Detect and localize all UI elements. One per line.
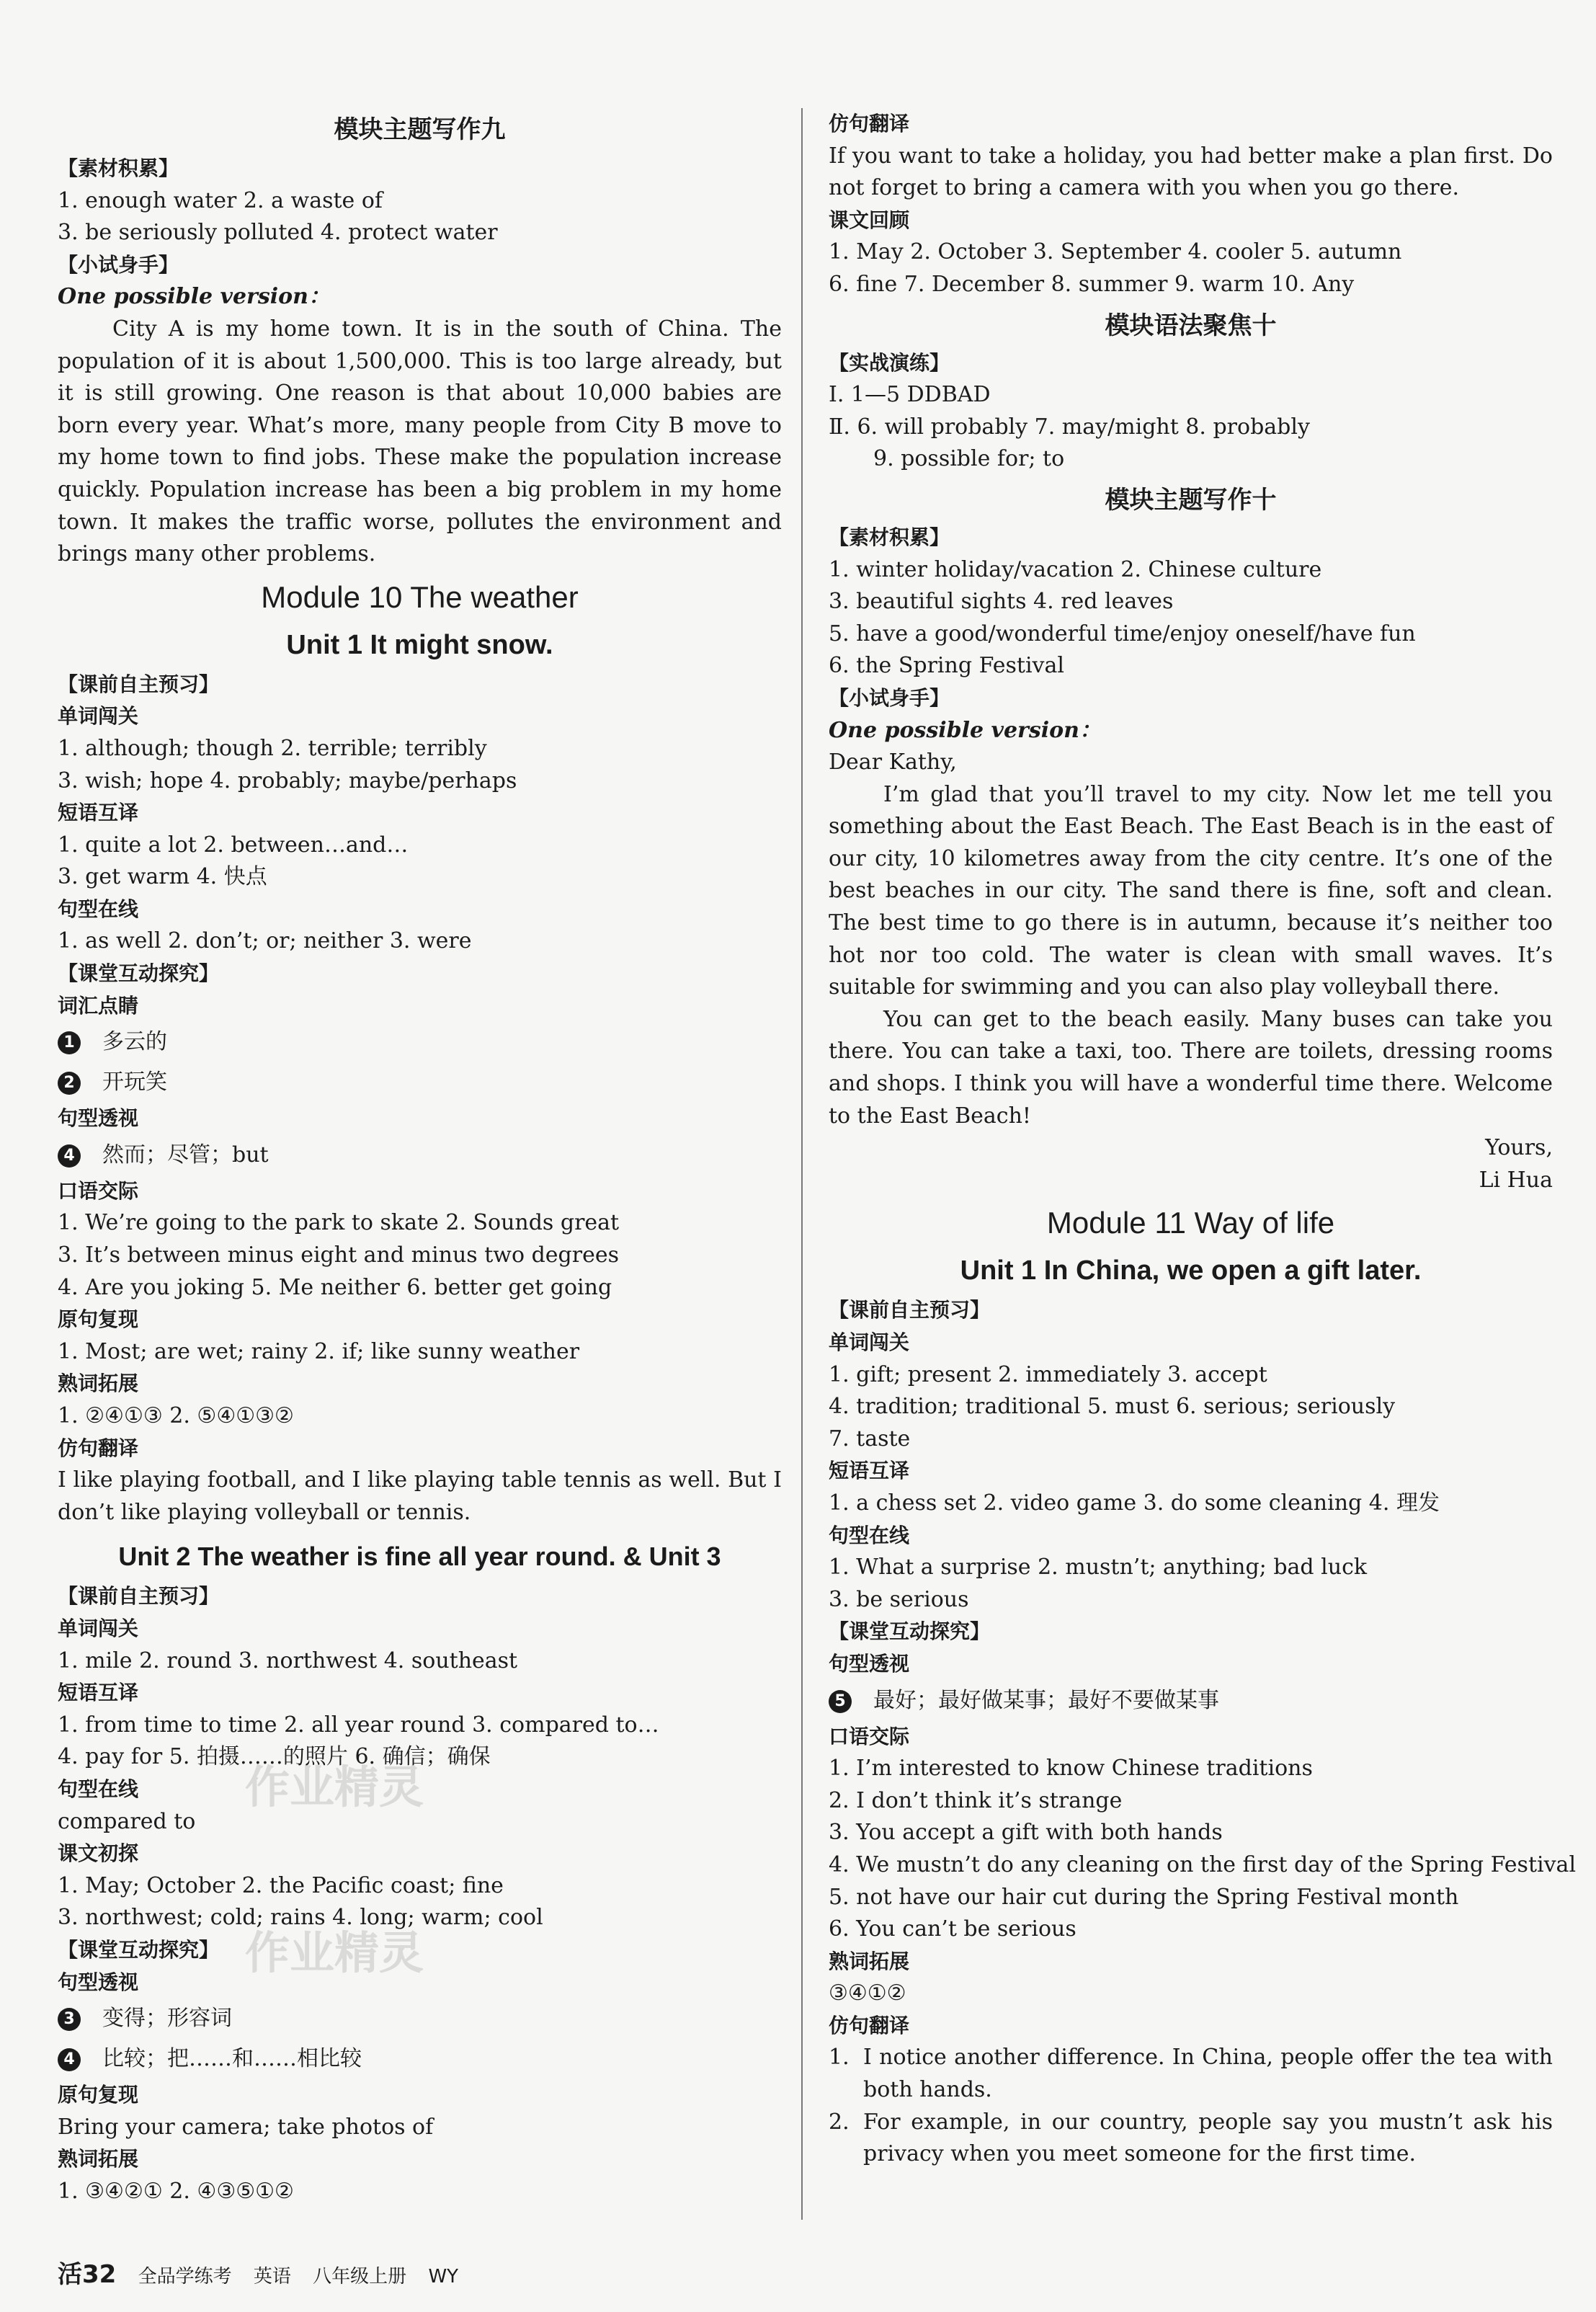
subheading: 句型透视 bbox=[58, 1106, 139, 1131]
heading: 【实战演练】 bbox=[829, 350, 950, 375]
subheading: 仿句翻译 bbox=[829, 112, 910, 135]
item-number: 1. bbox=[829, 2045, 850, 2071]
answer-line: 6. You can’t be serious bbox=[829, 1916, 1076, 1942]
subheading: 原句复现 bbox=[58, 2083, 139, 2107]
letter-greeting: Dear Kathy, bbox=[829, 750, 957, 775]
answer-line: 1. enough water 2. a waste of bbox=[58, 187, 383, 213]
answer-line: Ⅱ. 6. will probably 7. may/might 8. probably bbox=[829, 414, 1310, 440]
answer-line: 4. We mustn’t do any cleaning on the first day of the Spring Festival bbox=[829, 1851, 1577, 1877]
unit-title: Unit 1 In China, we open a gift later. bbox=[960, 1255, 1422, 1286]
answer-line: 3. You accept a gift with both hands bbox=[829, 1820, 1223, 1846]
answer-text: 比较；把……和……相比较 bbox=[102, 2046, 362, 2072]
answer-line: 3. northwest; cold; rains 4. long; warm; cool bbox=[58, 1905, 543, 1931]
circled-answer bbox=[58, 2039, 782, 2079]
answer-line: 1. ②④①③ 2. ⑤④①③② bbox=[58, 1403, 294, 1428]
numbered-item bbox=[829, 2107, 1553, 2171]
circled-number-icon: 2 bbox=[58, 1072, 81, 1095]
heading: 【课前自主预习】 bbox=[58, 672, 220, 696]
translation-text: For example, in our country, people say you mustn’t ask his privacy when you meet someone for the first time. bbox=[863, 2109, 1553, 2167]
right-column bbox=[829, 108, 1577, 2171]
answer-line: 1. May; October 2. the Pacific coast; fine bbox=[58, 1872, 504, 1898]
essay-paragraph: I’m glad that you’ll travel to my city. Now let me tell you something about the East Beach. The East Beach is in the east of our city, 10 kilometres away from the city centre. It’s one of the best beaches in our city. The sand there is fine, soft and clean. The best time to go there is in autumn, because it’s neither too hot nor too cold. The water is clean with small waves. It’s suitable for swimming and you can also play volleyball there. bbox=[829, 781, 1553, 1000]
heading: 【小试身手】 bbox=[58, 252, 179, 277]
answer-line: 3. get warm 4. 快点 bbox=[58, 864, 267, 890]
answer-text: 最好；最好做某事；最好不要做某事 bbox=[873, 1687, 1219, 1713]
answer-line: 4. pay for 5. 拍摄……的照片 6. 确信；确保 bbox=[58, 1744, 491, 1770]
answer-line: compared to bbox=[58, 1808, 196, 1834]
answer-line: 9. possible for; to bbox=[873, 446, 1065, 472]
grade: 八年级上册 bbox=[313, 2266, 407, 2287]
answer-line: ③④①② bbox=[829, 1980, 906, 2006]
answer-line: 5. have a good/wonderful time/enjoy oneself/have fun bbox=[829, 621, 1416, 646]
answer-line: 1. May 2. October 3. September 4. cooler 5. autumn bbox=[829, 239, 1402, 265]
subheading: 课文初探 bbox=[58, 1841, 139, 1866]
module-title: Module 10 The weather bbox=[261, 579, 579, 614]
answer-line: 1. from time to time 2. all year round 3. compared to… bbox=[58, 1712, 659, 1738]
circled-answer bbox=[829, 1681, 1553, 1721]
answer-text: 然而；尽管；but bbox=[102, 1142, 269, 1168]
answer-line: 1. winter holiday/vacation 2. Chinese culture bbox=[829, 556, 1322, 582]
subheading: 口语交际 bbox=[58, 1178, 139, 1203]
heading: 【课前自主预习】 bbox=[58, 1584, 220, 1609]
section-title: 模块语法聚焦十 bbox=[1105, 311, 1277, 340]
left-column bbox=[58, 108, 782, 2207]
page-number: 活32 bbox=[58, 2260, 117, 2289]
subheading: 单词闯关 bbox=[58, 704, 139, 729]
subheading: 仿句翻译 bbox=[829, 2013, 910, 2037]
heading: 【课堂互动探究】 bbox=[58, 961, 220, 986]
answer-line: 1. We’re going to the park to skate 2. Sounds great bbox=[58, 1210, 620, 1236]
subheading: 熟词拓展 bbox=[58, 1371, 139, 1396]
heading: 【课堂互动探究】 bbox=[829, 1619, 991, 1644]
heading: 【课前自主预习】 bbox=[829, 1298, 991, 1322]
book-title: 全品学练考 bbox=[138, 2266, 232, 2287]
answer-line: 3. be seriously polluted 4. protect water bbox=[58, 220, 498, 246]
answer-line: 1. as well 2. don’t; or; neither 3. were bbox=[58, 928, 472, 954]
circled-number-icon: 3 bbox=[58, 2008, 81, 2031]
unit-title: Unit 2 The weather is fine all year round. & Unit 3 bbox=[118, 1542, 721, 1572]
section-title: 模块主题写作十 bbox=[1105, 485, 1277, 515]
subheading: 单词闯关 bbox=[58, 1616, 139, 1640]
heading: 【素材积累】 bbox=[58, 156, 179, 180]
circled-answer bbox=[58, 1062, 782, 1103]
circled-number-icon: 4 bbox=[58, 2048, 81, 2071]
module-title: Module 11 Way of life bbox=[1046, 1206, 1335, 1240]
subheading: 句型在线 bbox=[58, 897, 139, 921]
watermark: 作业精灵 bbox=[245, 1926, 424, 1979]
heading: 【素材积累】 bbox=[829, 525, 950, 549]
subject: 英语 bbox=[253, 2266, 291, 2287]
subheading: 词汇点睛 bbox=[58, 993, 139, 1018]
answer-line: 1. ③④②① 2. ④③⑤①② bbox=[58, 2178, 294, 2204]
circled-number-icon: 5 bbox=[829, 1690, 852, 1713]
subheading: 句型透视 bbox=[829, 1651, 910, 1676]
answer-line: 3. beautiful sights 4. red leaves bbox=[829, 589, 1174, 615]
subheading: 熟词拓展 bbox=[829, 1949, 910, 1973]
answer-line: 1. Most; are wet; rainy 2. if; like sunny weather bbox=[58, 1338, 580, 1364]
essay-paragraph: City A is my home town. It is in the south of China. The population of it is about 1,500,000. This is too large already, but it is still growing. One reason is that about 10,000 babies are born every year. What’s more, many people from City B move to my home town to find jobs. These make the population increase quickly. Population increase has been a big problem in my home town. It makes the traffic worse, pollutes the environment and brings many other problems. bbox=[58, 316, 782, 567]
page-footer bbox=[58, 2254, 474, 2290]
answer-text: 多云的 bbox=[102, 1029, 167, 1055]
subheading: 短语互译 bbox=[58, 1681, 139, 1705]
answer-line: 4. tradition; traditional 5. must 6. serious; seriously bbox=[829, 1394, 1396, 1420]
answer-line: 3. It’s between minus eight and minus two degrees bbox=[58, 1242, 619, 1268]
translation-text: I like playing football, and I like playing table tennis as well. But I don’t like playing volleyball or tennis. bbox=[58, 1467, 782, 1525]
subheading: 熟词拓展 bbox=[58, 2147, 139, 2171]
heading: 【课堂互动探究】 bbox=[58, 1937, 220, 1962]
circled-answer bbox=[58, 1135, 782, 1175]
answer-line: 6. fine 7. December 8. summer 9. warm 10. Any bbox=[829, 271, 1355, 297]
subheading: 仿句翻译 bbox=[58, 1436, 139, 1460]
essay-paragraph: You can get to the beach easily. Many buses can take you there. You can take a taxi, too. There are toilets, dressing rooms and shops. I think you will have a wonderful time there. Welcome to the East Beach! bbox=[829, 1006, 1553, 1129]
version-label: One possible version： bbox=[829, 717, 1101, 743]
letter-signature: Li Hua bbox=[1479, 1167, 1553, 1193]
answer-line: 1. What a surprise 2. mustn’t; anything; bad luck bbox=[829, 1555, 1368, 1580]
answer-line: 1. gift; present 2. immediately 3. accept bbox=[829, 1361, 1267, 1387]
letter-closing: Yours, bbox=[1485, 1135, 1553, 1161]
subheading: 原句复现 bbox=[58, 1307, 139, 1332]
answer-line: 1. although; though 2. terrible; terribly bbox=[58, 735, 487, 761]
answer-line: 6. the Spring Festival bbox=[829, 653, 1064, 679]
answer-line: 1. I’m interested to know Chinese traditions bbox=[829, 1756, 1313, 1782]
answer-line: 1. mile 2. round 3. northwest 4. southeast bbox=[58, 1648, 518, 1673]
circled-number-icon: 4 bbox=[58, 1144, 81, 1168]
answer-line: Bring your camera; take photos of bbox=[58, 2114, 434, 2140]
subheading: 单词闯关 bbox=[829, 1330, 910, 1354]
answer-line: 2. I don’t think it’s strange bbox=[829, 1787, 1123, 1813]
heading: 【小试身手】 bbox=[829, 685, 950, 710]
circled-number-icon: 1 bbox=[58, 1031, 81, 1054]
answer-text: 开玩笑 bbox=[102, 1070, 167, 1095]
answer-line: Ⅰ. 1—5 DDBAD bbox=[829, 382, 991, 408]
version-label: One possible version： bbox=[58, 284, 330, 310]
column-divider bbox=[801, 108, 803, 2220]
subheading: 句型透视 bbox=[58, 1970, 139, 1994]
answer-line: 3. wish; hope 4. probably; maybe/perhaps bbox=[58, 768, 517, 793]
subheading: 短语互译 bbox=[58, 801, 139, 825]
answer-line: 1. quite a lot 2. between…and… bbox=[58, 832, 409, 858]
answer-line: 4. Are you joking 5. Me neither 6. better get going bbox=[58, 1274, 612, 1300]
answer-line: 3. be serious bbox=[829, 1586, 969, 1612]
subheading: 短语互译 bbox=[829, 1459, 910, 1483]
translation-text: I notice another difference. In China, people offer the tea with both hands. bbox=[863, 2045, 1553, 2103]
numbered-item bbox=[829, 2042, 1553, 2106]
unit-title: Unit 1 It might snow. bbox=[286, 629, 553, 660]
subheading: 课文回顾 bbox=[829, 208, 910, 232]
item-number: 2. bbox=[829, 2109, 850, 2135]
edition: WY bbox=[428, 2266, 459, 2287]
circled-answer bbox=[58, 1998, 782, 2039]
subheading: 口语交际 bbox=[829, 1724, 910, 1748]
subheading: 句型在线 bbox=[58, 1777, 139, 1801]
answer-line: 7. taste bbox=[829, 1426, 911, 1451]
translation-text: If you want to take a holiday, you had better make a plan first. Do not forget to bring a camera with you when you go there. bbox=[829, 143, 1553, 201]
section-title: 模块主题写作九 bbox=[334, 115, 506, 144]
watermark: 作业精灵 bbox=[245, 1761, 424, 1813]
answer-line: 5. not have our hair cut during the Spring Festival month bbox=[829, 1884, 1459, 1910]
answer-text: 变得；形容词 bbox=[102, 2006, 232, 2032]
subheading: 句型在线 bbox=[829, 1523, 910, 1547]
answer-line: 1. a chess set 2. video game 3. do some cleaning 4. 理发 bbox=[829, 1490, 1440, 1516]
circled-answer bbox=[58, 1022, 782, 1062]
